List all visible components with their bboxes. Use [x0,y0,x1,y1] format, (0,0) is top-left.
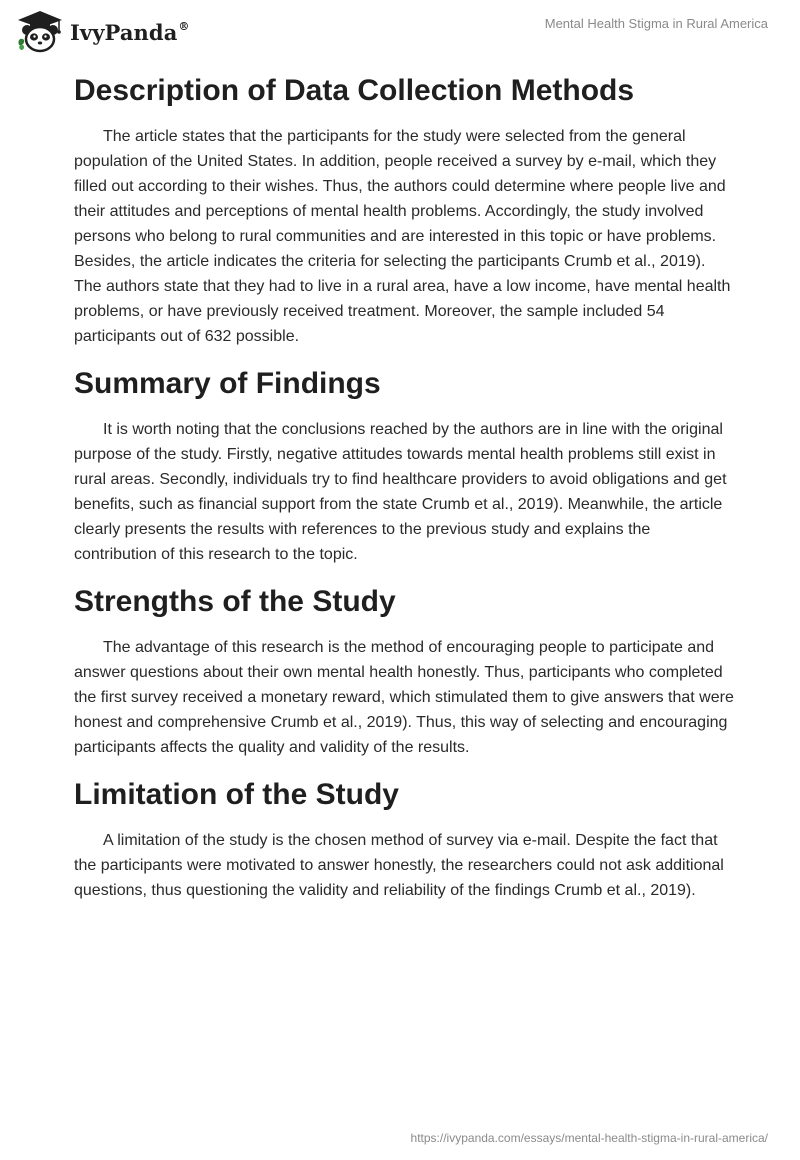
source-url[interactable]: https://ivypanda.com/essays/mental-health-stigma-in-rural-america/ [410,1131,768,1145]
section-summary-findings [74,365,734,567]
section-heading: Strengths of the Study [74,585,396,618]
section-heading: Limitation of the Study [74,778,399,811]
essay-content [74,72,734,919]
section-limitation [74,776,734,903]
panda-graduate-icon [16,9,64,53]
section-paragraph: It is worth noting that the conclusions reached by the authors are in line with the original purpose of the study. Firstly, negative attitudes towards mental health problems still exist in rural areas. Secondly, individuals try to find healthcare providers to avoid obligations and get benefits, such as financial support from the state Crumb et al., 2019). Meanwhile, the article clearly presents the results with references to the previous study and explains the contribution of this research to the topic. [74,421,727,563]
section-heading: Summary of Findings [74,367,381,400]
section-paragraph: A limitation of the study is the chosen method of survey via e-mail. Despite the fact that the participants were motivated to answer honestly, the researchers could not ask additional questions, thus questioning the validity and reliability of the findings Crumb et al., 2019). [74,832,724,899]
registered-mark: ® [178,19,190,33]
section-paragraph: The article states that the participants for the study were selected from the general population of the United States. In addition, people received a survey by e-mail, which they filled out according to their wishes. Thus, the authors could determine where people live and their attitudes and perceptions of mental health problems. Accordingly, the study involved persons who belong to rural communities and are interested in this topic or have problems. Besides, the article indicates the criteria for selecting the participants Crumb et al., 2019). The authors state that they had to live in a rural area, have a low income, have mental health problems, or have previously received treatment. Moreover, the sample included 54 participants out of 632 possible. [74,128,731,345]
section-data-collection [74,72,734,349]
section-paragraph: The advantage of this research is the method of encouraging people to participate and answer questions about their own mental health honestly. Thus, participants who completed the first survey received a monetary reward, which stimulated them to give answers that were honest and comprehensive Crumb et al., 2019). Thus, this way of selecting and encouraging participants affects the quality and validity of the results. [74,639,734,756]
brand-name [70,20,190,45]
document-title: Mental Health Stigma in Rural America [544,16,768,31]
page-header [0,0,800,64]
ivypanda-logo[interactable] [16,9,190,53]
section-strengths [74,583,734,760]
section-heading: Description of Data Collection Methods [74,74,635,107]
brand-text: IvyPanda [70,19,178,45]
